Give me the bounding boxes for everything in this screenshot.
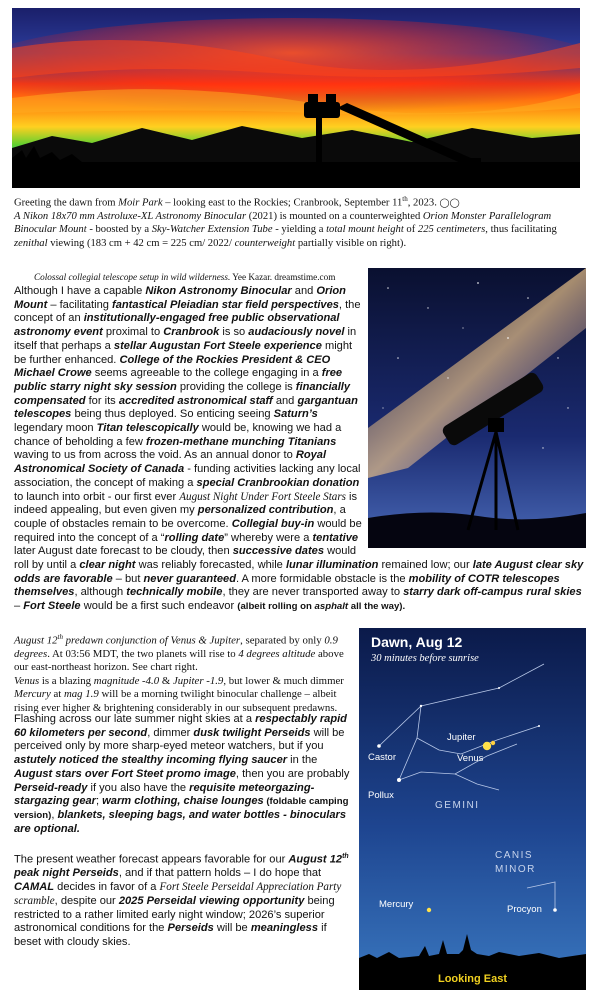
text: technically mobile: [126, 586, 223, 599]
canis-minor-label-1: CANIS: [495, 850, 534, 861]
text: requisite meteorgazing-stargazing gear: [14, 781, 315, 808]
text: above our east-northeast horizon. See chart right.: [14, 648, 344, 674]
caption-text: partially visible on right).: [295, 237, 407, 249]
text: - funding activities lacking any local association, the concept of making a: [14, 463, 361, 489]
caption-text: of: [403, 224, 418, 236]
text: 0.9 degrees: [14, 634, 338, 660]
float-spacer: [364, 285, 588, 548]
text: in the: [287, 754, 318, 767]
text: Mercury: [14, 688, 51, 701]
jupiter-label: Jupiter: [447, 732, 476, 743]
photo-caption: [14, 193, 588, 250]
text: proximal to: [102, 326, 164, 339]
caption-text: viewing (183 cm + 42 cm = 225 cm/ 2022/: [47, 237, 235, 249]
text: Fort Steele: [23, 600, 81, 613]
text: legendary moon: [14, 422, 97, 435]
text: Cranbrook: [163, 326, 220, 339]
text: Flashing across our late summer night skies at a: [14, 713, 256, 725]
text: being thus deployed. So enticing seeing: [71, 408, 274, 421]
mercury-label: Mercury: [379, 899, 414, 910]
text: clear night: [79, 559, 136, 572]
text: Nikon Astronomy Binocular: [145, 285, 292, 297]
text: fantastical Pleiadian star field perspectives: [112, 298, 339, 311]
text: mag 1.9: [63, 688, 99, 701]
text: tentative: [312, 531, 359, 544]
text: would be required into the concept of a “: [14, 517, 362, 544]
text: (foldable camping version): [14, 796, 349, 821]
star: [498, 687, 500, 689]
binocular-glyph: ◯◯: [439, 197, 460, 208]
text: would be, knowing we had a chance of beholding a few: [14, 422, 342, 448]
mercury-dot: [427, 908, 431, 912]
text: –: [14, 600, 24, 613]
pollux-label: Pollux: [368, 790, 394, 801]
text: , but lower & much dimmer: [223, 674, 344, 687]
body-paragraph-forecast: [14, 850, 354, 950]
text: remained low; our: [378, 559, 473, 572]
text: Orion Mount: [14, 285, 346, 311]
text: Perseids: [167, 922, 214, 935]
star: [420, 705, 422, 707]
chart-subtitle: 30 minutes before sunrise: [371, 653, 479, 664]
text: warm clothing, chaise lounges: [102, 795, 264, 808]
text: Jupiter -1.9: [172, 674, 224, 687]
text: (albeit rolling on: [237, 601, 315, 613]
text: gargantuan telescopes: [14, 394, 358, 421]
castor-star: [377, 744, 381, 748]
text: The present weather forecast appears favorable for our: [14, 853, 289, 866]
caption-text: - yielding a: [272, 224, 327, 236]
text: Perseid-ready: [14, 781, 88, 794]
text: audaciously novel: [248, 326, 345, 339]
photo-credit: Yee Kazar. dreamstime.com: [230, 272, 336, 282]
caption-text: Greeting the dawn from: [14, 197, 119, 209]
caption-text: total mount height: [326, 224, 404, 236]
text: at: [50, 688, 64, 701]
text: later August date forecast to be cloudy, then: [14, 545, 233, 558]
text: 4 degrees altitude: [238, 648, 316, 660]
jupiter-dot: [491, 741, 495, 745]
text: would roll by until a: [14, 545, 357, 572]
text: predawn conjunction of Venus & Jupiter: [62, 634, 241, 647]
text: , dimmer: [147, 726, 194, 739]
text: August 12: [288, 853, 343, 866]
text: ” whereby were a: [224, 531, 313, 544]
canis-minor-label-2: MINOR: [495, 864, 536, 875]
text: institutionally-engaged free public observational astronomy event: [14, 312, 340, 339]
venus-dot: [483, 742, 491, 750]
text: in itself that perhaps a: [14, 326, 357, 352]
text: Venus: [14, 674, 40, 687]
text: being restricted to a rather limited early night window; 2026’s superior astronomical conditions for the: [14, 894, 335, 935]
text: &: [159, 674, 173, 687]
text: College of the Rockies President & CEO Michael Crowe: [14, 353, 331, 380]
text: providing the college is: [176, 380, 296, 393]
caption-text: zenithal: [14, 237, 48, 249]
text: stellar Augustan Fort Steele experience: [113, 339, 322, 352]
text: Titan telescopically: [96, 422, 199, 435]
text: free public starry night sky session: [14, 367, 343, 393]
text: is so: [219, 326, 249, 339]
text: th: [57, 633, 63, 641]
text: financially compensated: [14, 380, 351, 407]
text: and: [272, 394, 298, 407]
procyon-star: [553, 908, 557, 912]
text: astutely noticed the stealthy incoming flying saucer: [14, 754, 288, 767]
chart-title: Dawn, Aug 12: [371, 634, 463, 650]
text: Collegial buy-in: [231, 517, 315, 530]
caption-text: Sky-Watcher Extension Tube: [151, 224, 273, 236]
caption-text: , 2023.: [407, 197, 440, 209]
text: , although: [74, 586, 127, 599]
text: – facilitating: [47, 298, 113, 311]
text: rolling date: [164, 531, 225, 544]
text: CAMAL: [14, 881, 55, 894]
text: meaningless: [250, 922, 319, 935]
venus-label: Venus: [457, 753, 484, 764]
text: decides in favor of a: [54, 881, 160, 894]
procyon-label: Procyon: [507, 904, 542, 915]
star: [538, 725, 540, 727]
body-paragraph-conjunction: [14, 631, 354, 715]
text: , they are never transported away to: [222, 586, 404, 599]
caption-text: th: [402, 195, 408, 203]
text: Saturn’s: [273, 408, 318, 421]
text: all the way).: [348, 601, 406, 613]
text: – but: [112, 572, 144, 585]
text: magnitude -4.0: [93, 674, 160, 687]
caption-text: counterweight: [234, 237, 296, 249]
text: never guaranteed: [143, 572, 236, 585]
text: dusk twilight Perseids: [193, 726, 311, 739]
text: , separated by only: [240, 634, 325, 647]
text: peak night Perseids: [14, 867, 119, 880]
text: to launch into orbit - our first ever: [14, 490, 180, 503]
text: lunar illumination: [285, 559, 379, 572]
text: will be perceived only by more sharp-eyed meteor watchers, but if you: [14, 726, 345, 753]
text: if beset with cloudy skies.: [14, 922, 327, 948]
body-paragraph-intro: [14, 285, 588, 614]
text: would be a first such endeavor: [80, 600, 238, 613]
text: 2025 Perseidal viewing opportunity: [118, 894, 305, 907]
text: will be a morning twilight binocular challenge – albeit rising ever higher & brightening considerably in our subsequent predawns.: [14, 688, 338, 714]
caption-text: - boosted by a: [86, 224, 152, 236]
text: , and if that pattern holds – I do hope that: [118, 867, 322, 880]
caption-text: Orion Monster Parallelogram Binocular Mount: [14, 210, 552, 236]
text: successive dates: [232, 545, 325, 558]
text: starry dark off-campus rural skies: [403, 586, 582, 599]
text: th: [342, 853, 349, 860]
text: , despite our: [54, 894, 119, 907]
text: asphalt: [314, 601, 349, 613]
text: ,: [51, 808, 58, 821]
text: and: [291, 285, 317, 297]
caption-text: , thus facilitating: [485, 224, 557, 236]
text: , the concept of an: [14, 298, 361, 325]
sunrise-binocular-photo: [12, 8, 580, 188]
text: mobility of COTR telescopes themselves: [14, 572, 560, 599]
text: Fort Steele Perseidal Appreciation Party scramble: [14, 881, 342, 907]
text: August Night Under Fort Steele Stars: [179, 490, 346, 503]
caption-text: – looking east to the Rockies; Cranbrook, September 11: [162, 197, 403, 209]
gemini-label: GEMINI: [435, 800, 480, 811]
text: is indeed appealing, but even given my: [14, 490, 358, 517]
text: was reliably forecasted, while: [135, 559, 286, 572]
telescope-caption: [34, 271, 354, 283]
text: respectably rapid 60 kilometers per second: [14, 713, 347, 739]
castor-label: Castor: [368, 752, 396, 763]
text: Royal Astronomical Society of Canada: [14, 449, 327, 476]
text: accredited astronomical staff: [118, 394, 273, 407]
text: personalized contribution: [197, 504, 334, 517]
text: , a couple of obstacles remain to be overcome.: [14, 504, 346, 530]
text: Although I have a capable: [14, 285, 146, 297]
text: special Cranbrookian donation: [196, 476, 360, 489]
text: August 12: [14, 634, 58, 647]
text: blankets, sleeping bags, and water bottles - binoculars are optional.: [14, 808, 347, 835]
text: will be: [213, 922, 251, 935]
text: . A more formidable obstacle is the: [235, 572, 409, 585]
text: for its: [85, 394, 119, 407]
caption-text: 225 centimeters: [417, 224, 486, 236]
text: . At 03:56 MDT, the two planets will rise to: [47, 648, 239, 660]
text: late August clear sky odds are favorable: [14, 559, 584, 585]
looking-east-label: Looking East: [437, 973, 508, 985]
caption-text: A Nikon 18x70 mm Astroluxe-XL Astronomy Binocular: [14, 210, 247, 222]
text: August stars over Fort Steet promo image: [14, 767, 236, 780]
text: might be further enhanced.: [14, 339, 353, 366]
text: is a blazing: [39, 674, 94, 687]
text: seems agreeable to the college engaging in a: [91, 367, 322, 380]
text: frozen-methane munching Titanians: [146, 435, 337, 448]
pollux-star: [397, 778, 401, 782]
text: ;: [96, 795, 103, 808]
text: , then you are probably: [235, 767, 350, 780]
caption-text: Colossal collegial telescope setup in wild wilderness.: [34, 272, 231, 282]
text: waving to us from across the void. As an annual donor to: [14, 449, 296, 462]
sky-chart: [359, 628, 586, 990]
text: if you also have the: [87, 781, 190, 794]
caption-text: Moir Park: [118, 197, 163, 209]
body-paragraph-perseids: [14, 713, 354, 836]
caption-text: (2021) is mounted on a counterweighted: [246, 210, 423, 222]
